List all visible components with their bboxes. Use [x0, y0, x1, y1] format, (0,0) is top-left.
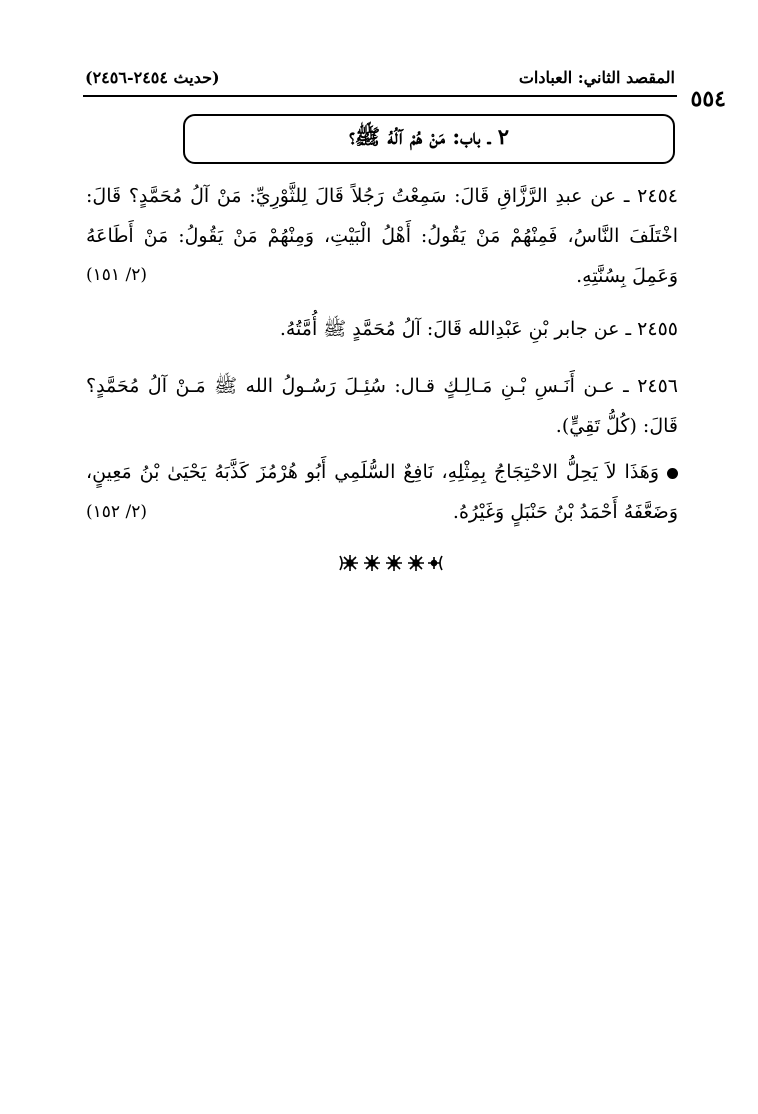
hadith-2456 — [86, 366, 678, 446]
note-text: وَهَذَا لاَ يَحِلُّ الاحْتِجَاجُ بِمِثْلِهِ، نَافِعٌ السُّلَمِي أَبُو هُرْمُزَ كَذَّبَهُ يَحْيَىٰ بْنُ مَعِينٍ، وَضَعَّفَهُ أَحْمَدُ بْنُ حَنْبَلٍ وَغَيْرُهُ. — [86, 461, 678, 523]
hadith-text: ٢٤٥٦ ـ عـن أَنَـسِ بْـنِ مَـالِـكٍ قـال: سُئِـلَ رَسُـولُ الله ﷺ مَـنْ آلُ مُحَمَّدٍ؟ قَالَ: (كُلُّ تَقِيٍّ). — [86, 375, 679, 437]
section-title: المقصد الثاني: العبادات — [518, 68, 675, 87]
bullet-icon — [667, 468, 678, 479]
header-rule — [83, 95, 677, 97]
note-citation: (٢/ ١٥٢) — [86, 502, 147, 522]
hadith-text: ٢٤٥٥ ـ عن جابر بْنِ عَبْدِالله قَالَ: آلُ مُحَمَّدٍ ﷺ أُمَّتُهُ. — [279, 318, 678, 340]
hadith-range: (حديث ٢٤٥٤-٢٤٥٦) — [85, 68, 220, 87]
chapter-heading-box — [183, 114, 675, 164]
ornament-divider-icon — [338, 548, 444, 578]
hadith-2454 — [86, 176, 678, 296]
commentary-note — [86, 452, 678, 532]
chapter-title: ٢ ـ باب: مَنْ هُمْ آلُهُ ﷺ؟ — [349, 123, 509, 149]
running-header — [85, 68, 675, 94]
page-number: ٥٥٤ — [690, 86, 726, 112]
hadith-2454-citation: (٢/ ١٥١) — [86, 265, 147, 285]
hadith-2455 — [86, 309, 678, 349]
hadith-text: ٢٤٥٤ ـ عن عبدِ الرَّزَّاقِ قَالَ: سَمِعْتُ رَجُلاً قَالَ لِلثَّوْرِيِّ: مَنْ آلُ مُحَمَّدٍ؟ قَالَ: اخْتَلَفَ النَّاسُ، فَمِنْهُمْ مَنْ يَقُولُ: أَهْلُ الْبَيْتِ، وَمِنْهُمْ مَنْ يَقُولُ: مَنْ أَطَاعَهُ وَعَمِلَ بِسُنَّتِهِ. — [86, 185, 678, 287]
